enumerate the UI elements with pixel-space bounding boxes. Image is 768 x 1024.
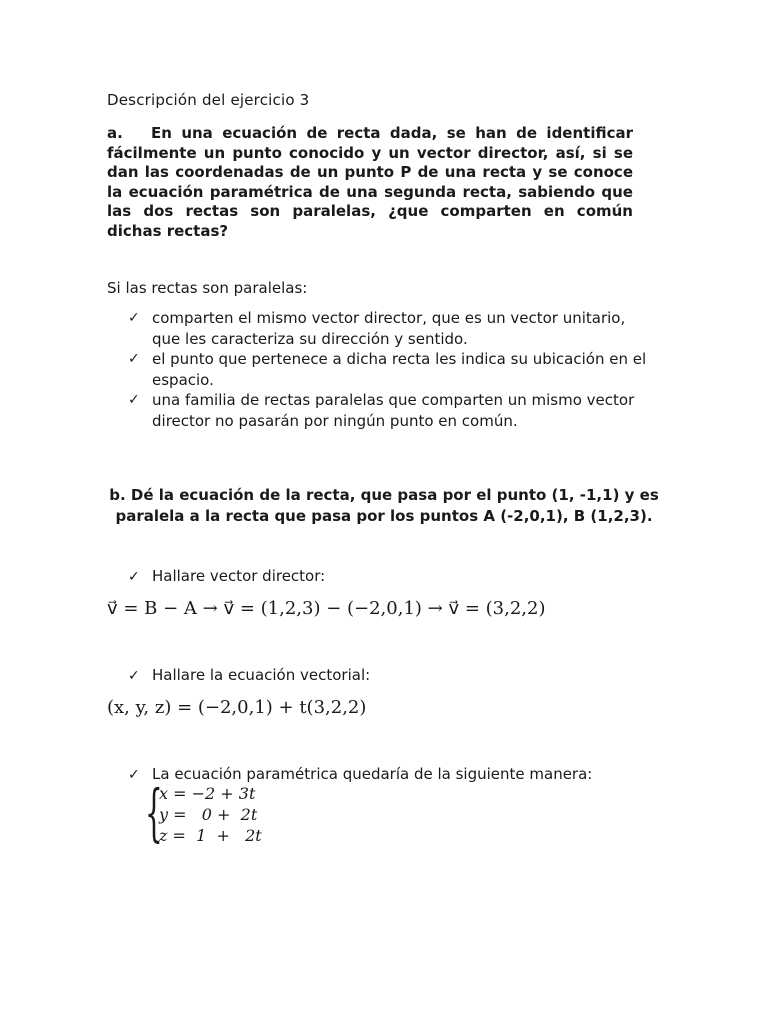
list-item bbox=[128, 390, 648, 431]
checkmark-icon: ✓ bbox=[128, 392, 140, 408]
checkmark-icon: ✓ bbox=[128, 668, 140, 684]
parametric-x: x = −2 + 3t bbox=[159, 784, 256, 803]
list-item-text: el punto que pertenece a dicha recta les indica su ubicación en el espacio. bbox=[152, 350, 647, 389]
question-a bbox=[107, 124, 633, 241]
parametric-z: z = 1 + 2t bbox=[159, 826, 262, 845]
left-brace: { bbox=[145, 776, 163, 849]
step-director-vector bbox=[128, 567, 325, 585]
step-parametric-equation bbox=[128, 765, 592, 783]
parallel-intro: Si las rectas son paralelas: bbox=[107, 279, 308, 297]
list-item bbox=[128, 349, 648, 390]
director-vector-equation: v⃗ = B − A → v⃗ = (1,2,3) − (−2,0,1) → v⃗ = (3,2,2) bbox=[107, 598, 546, 619]
parametric-y: y = 0 + 2t bbox=[159, 805, 258, 824]
vector-equation: (x, y, z) = (−2,0,1) + t(3,2,2) bbox=[107, 697, 367, 718]
check-list bbox=[128, 308, 648, 431]
step-vector-equation bbox=[128, 666, 370, 684]
list-item-text: comparten el mismo vector director, que es un vector unitario, que les caracteriza su dirección y sentido. bbox=[152, 309, 626, 348]
list-item bbox=[128, 308, 648, 349]
list-item-text: una familia de rectas paralelas que comparten un mismo vector director no pasarán por ningún punto en común. bbox=[152, 391, 635, 430]
exercise-title: Descripción del ejercicio 3 bbox=[107, 91, 310, 109]
step-text: La ecuación paramétrica quedaría de la siguiente manera: bbox=[152, 765, 593, 783]
step-text: Hallare vector director: bbox=[152, 567, 326, 585]
question-a-label: a. bbox=[107, 124, 123, 142]
checkmark-icon: ✓ bbox=[128, 569, 140, 585]
question-b: b. Dé la ecuación de la recta, que pasa por el punto (1, -1,1) y es paralela a la recta que pasa por los puntos A (-2,0,1), B (1,2,3). bbox=[109, 486, 659, 525]
question-a-text: En una ecuación de recta dada, se han de identificar fácilmente un punto conocido y un vector director, así, si se dan las coordenadas de un punto P de una recta y se conoce la ecuación paramétrica de una segunda recta, sabiendo que las dos rectas son paralelas, ¿que comparten en común dichas rectas? bbox=[107, 124, 633, 240]
checkmark-icon: ✓ bbox=[128, 310, 140, 326]
checkmark-icon: ✓ bbox=[128, 767, 140, 783]
checkmark-icon: ✓ bbox=[128, 351, 140, 367]
step-text: Hallare la ecuación vectorial: bbox=[152, 666, 371, 684]
